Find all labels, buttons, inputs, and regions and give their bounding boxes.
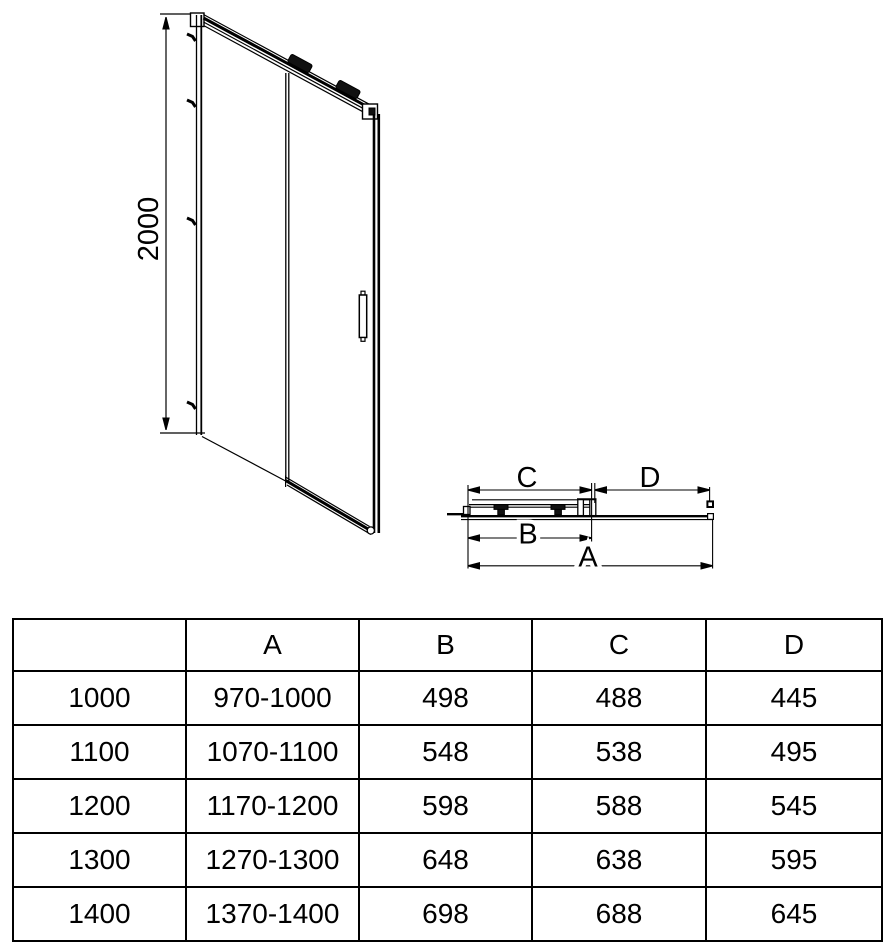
front-view [133,13,379,535]
plan-track [447,500,593,515]
plan-rollers [494,505,565,515]
cell-d: 645 [706,887,882,941]
dim-a-label: A [578,541,598,574]
dim-c-label: C [516,462,538,494]
cell-a: 1270-1300 [186,833,359,887]
cell-d: 445 [706,671,882,725]
cell-b: 648 [359,833,532,887]
wall-block [707,501,713,507]
cell-size: 1100 [13,725,186,779]
table-header-row [13,619,882,671]
cell-d: 545 [706,779,882,833]
cell-size: 1200 [13,779,186,833]
dim-b-label: B [518,518,538,551]
cell-size: 1400 [13,887,186,941]
cell-b: 498 [359,671,532,725]
col-header-a: A [186,619,359,671]
col-header-c: C [532,619,706,671]
wall-brackets [187,34,196,409]
cell-c: 688 [532,887,706,941]
cell-size: 1300 [13,833,186,887]
table-row [13,833,882,887]
cell-d: 495 [706,725,882,779]
cell-a: 1070-1100 [186,725,359,779]
cell-b: 548 [359,725,532,779]
dimension-b [468,519,592,551]
cell-size: 1000 [13,671,186,725]
top-rail [204,15,378,120]
table-row [13,725,882,779]
table-row [13,779,882,833]
table-row [13,671,882,725]
top-view [447,462,713,574]
cell-c: 638 [532,833,706,887]
cell-b: 598 [359,779,532,833]
col-header-size [13,619,186,671]
dim-d-label: D [639,462,661,494]
cell-c: 488 [532,671,706,725]
dimension-c [468,462,592,494]
col-header-d: D [706,619,882,671]
cell-a: 970-1000 [186,671,359,725]
dimensions-table [12,618,883,942]
cell-a: 1370-1400 [186,887,359,941]
cell-b: 698 [359,887,532,941]
right-frame-profile [374,114,379,533]
cell-c: 588 [532,779,706,833]
panel-edge [286,73,289,481]
dimension-d [595,462,710,494]
left-bracket [464,507,471,515]
table-row [13,887,882,941]
height-dimension-label: 2000 [133,196,165,262]
col-header-b: B [359,619,532,671]
cell-d: 595 [706,833,882,887]
door-handle [359,291,366,341]
cell-c: 538 [532,725,706,779]
left-wall-profile [197,15,202,435]
cell-a: 1170-1200 [186,779,359,833]
dimension-a [468,542,713,574]
